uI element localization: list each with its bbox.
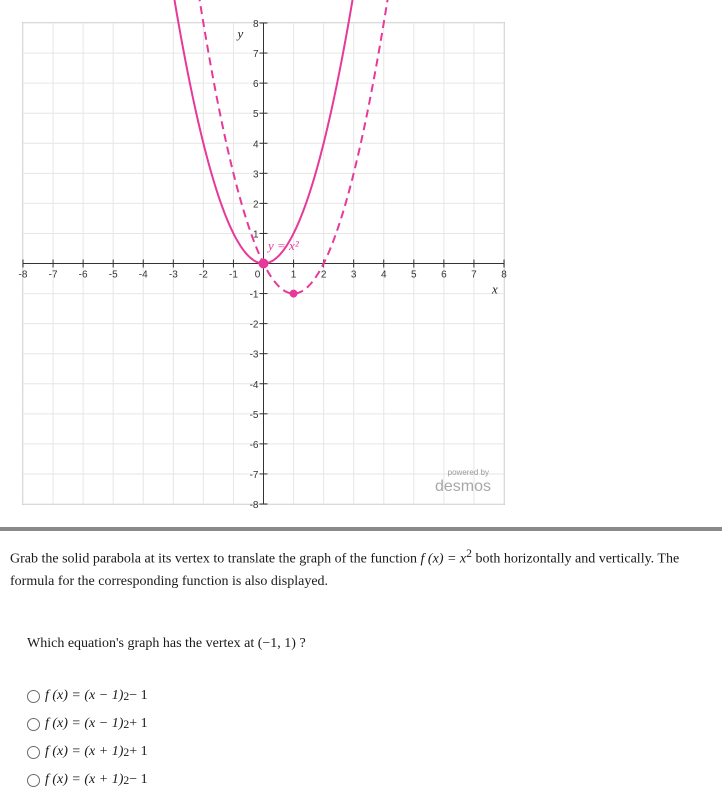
x-tick-label: 1 (290, 269, 297, 281)
x-tick-label: 7 (471, 269, 477, 281)
x-axis-label: x (491, 281, 498, 297)
y-axis-label: y (237, 26, 244, 42)
y-tick-label: 8 (252, 19, 259, 30)
y-tick-label: -5 (249, 409, 259, 421)
answer-option-4[interactable]: f (x) = (x + 1) 2 − 1 (27, 766, 148, 794)
y-tick-label: -7 (249, 469, 259, 481)
question-text: Which equation's graph has the vertex at (−1, 1) ? (27, 636, 306, 651)
x-tick-label: 0 (254, 269, 261, 281)
radio-button[interactable] (27, 718, 40, 731)
y-tick-label: 4 (252, 139, 259, 151)
y-tick-label: -8 (249, 500, 259, 511)
draggable-vertex-handle[interactable] (259, 259, 269, 269)
instruction-text: Grab the solid parabola at its vertex to translate the graph of the function f $(x) = x^2$ both horizontally and vertically. The formula for the corresponding function is also displayed. (10, 547, 680, 589)
x-tick-label: 2 (320, 269, 327, 281)
x-tick-label: -6 (78, 269, 88, 281)
x-tick-label: -1 (228, 269, 238, 281)
x-tick-label: -4 (138, 269, 148, 281)
graph-panel[interactable] (18, 19, 507, 511)
y-tick-label: 2 (252, 199, 259, 211)
y-tick-label: 3 (252, 169, 259, 181)
x-tick-label: 3 (350, 269, 357, 281)
x-tick-label: -8 (18, 269, 28, 281)
vertex-point: (−1, 1) (257, 636, 296, 651)
y-tick-label: -6 (249, 439, 259, 451)
x-tick-label: 4 (380, 269, 387, 281)
translated-vertex-point (290, 290, 298, 298)
section-divider (0, 527, 722, 531)
y-tick-label: 7 (252, 49, 259, 61)
x-tick-label: 6 (441, 269, 447, 281)
x-tick-label: -3 (168, 269, 178, 281)
y-tick-label: 5 (252, 109, 259, 121)
x-tick-label: 8 (501, 269, 507, 281)
x-tick-label: -2 (198, 269, 208, 281)
y-tick-label: -1 (249, 289, 259, 301)
y-tick-label: 6 (252, 79, 259, 91)
answer-option-2[interactable]: f (x) = (x − 1) 2 + 1 (27, 710, 148, 738)
radio-button[interactable] (27, 774, 40, 787)
radio-button[interactable] (27, 746, 40, 759)
answer-options (27, 682, 148, 794)
x-tick-label: -5 (108, 269, 118, 281)
y-tick-label: -4 (249, 379, 259, 391)
x-tick-label: 5 (411, 269, 417, 281)
y-tick-label: 1 (252, 229, 259, 241)
desmos-logo: desmos (434, 478, 491, 495)
y-tick-label: -3 (249, 349, 259, 361)
desmos-graph[interactable] (18, 19, 507, 511)
radio-button[interactable] (27, 690, 40, 703)
powered-by-text: powered by (447, 468, 489, 477)
x-tick-label: -7 (48, 269, 58, 281)
y-tick-label: -2 (249, 319, 259, 331)
function-formula: f (x) = x (420, 551, 467, 567)
curve-label: y = x² (268, 237, 299, 253)
answer-option-3[interactable]: f (x) = (x + 1) 2 + 1 (27, 738, 148, 766)
answer-option-1[interactable]: f (x) = (x − 1) 2 − 1 (27, 682, 148, 710)
